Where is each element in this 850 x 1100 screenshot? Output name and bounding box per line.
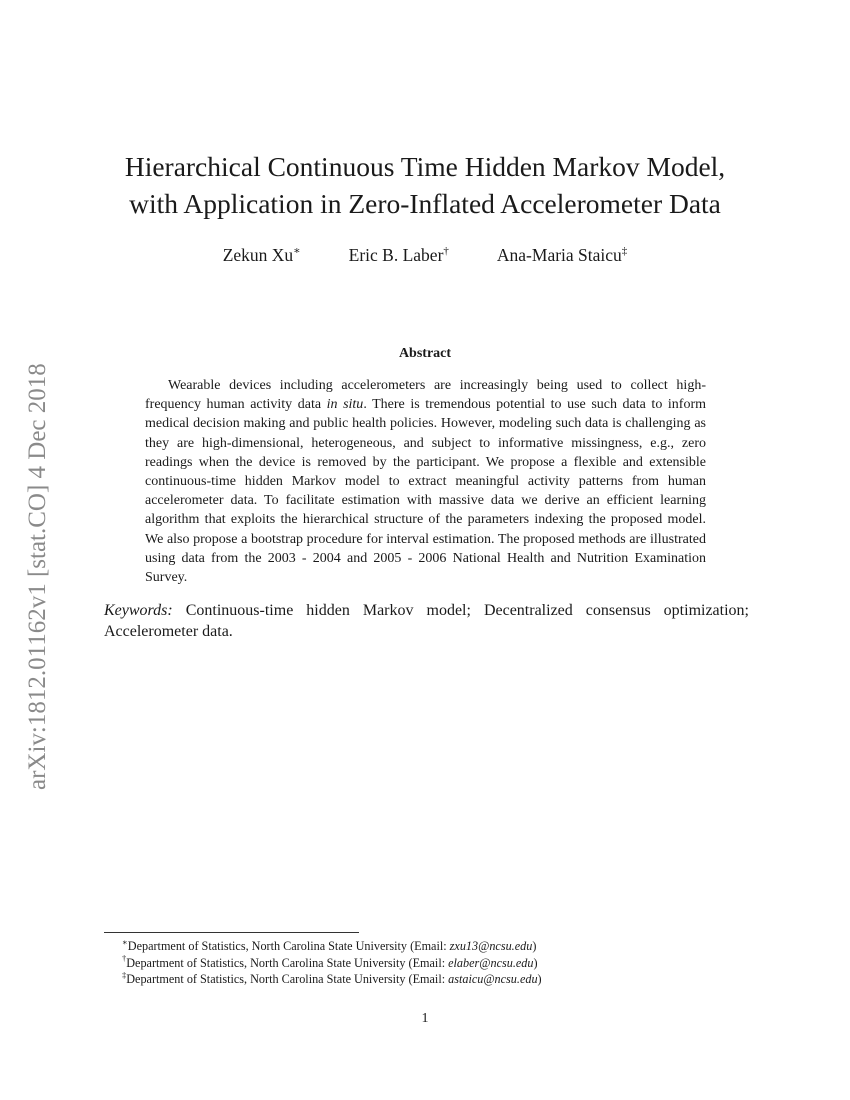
author-2	[349, 245, 449, 266]
footnote-close: )	[532, 939, 537, 953]
footnote-close: )	[533, 955, 538, 970]
arxiv-identifier-stamp: arXiv:1812.01162v1 [stat.CO] 4 Dec 2018	[24, 363, 51, 790]
author-list	[100, 245, 750, 266]
keywords-label: Keywords:	[104, 602, 173, 619]
abstract-text-part-2: . There is tremendous potential to use such data to inform medical decision making and public health policies. However, modeling such data is challenging as they are high-dimensional, heterogeneous, and subject to informative missingness, e.g., zero readings when the device is removed by the participant. We propose a flexible and extensible continuous-time hidden Markov model to extract meaningful activity patterns from human accelerometer data. To facilitate estimation with massive data we derive an efficient learning algorithm that exploits the hierarchical structure of the parameters indexing the proposed model. We also propose a bootstrap procedure for interval estimation. The proposed methods are illustrated using data from the 2003 - 2004 and 2005 - 2006 National Health and Nutrition Examination Survey.	[145, 397, 706, 586]
author-3	[497, 245, 627, 266]
author-footnote-mark: ‡	[621, 245, 628, 258]
author-name: Zekun Xu	[222, 245, 294, 265]
footnote-close: )	[537, 972, 542, 986]
footnote-email: elaber@ncsu.edu	[448, 955, 534, 970]
footnote-mark: ∗	[122, 936, 128, 947]
abstract-text-part-1: Wearable devices including accelerometers are increasingly being used to collect high-frequency human activity data	[145, 378, 706, 413]
page-number: 1	[421, 1011, 429, 1026]
title-line-2: with Application in Zero-Inflated Accelerometer Data	[129, 188, 721, 219]
footnote-divider	[104, 932, 359, 933]
title-line-1: Hierarchical Continuous Time Hidden Markov Model,	[124, 151, 726, 182]
footnote-mark: ‡	[122, 969, 127, 980]
footnotes	[104, 938, 754, 988]
footnote-1	[104, 938, 754, 955]
footnote-email: zxu13@ncsu.edu	[449, 939, 533, 953]
author-footnote-mark: ∗	[293, 245, 301, 258]
footnote-mark: †	[122, 953, 127, 964]
footnote-text: Department of Statistics, North Carolina State University (Email:	[127, 939, 450, 953]
paper-title	[60, 148, 790, 222]
footnote-email: astaicu@ncsu.edu	[448, 972, 538, 986]
footnote-text: Department of Statistics, North Carolina State University (Email:	[126, 955, 449, 970]
keywords	[104, 600, 749, 642]
footnote-text: Department of Statistics, North Carolina State University (Email:	[126, 972, 449, 986]
author-footnote-mark: †	[443, 245, 449, 258]
footnote-2	[104, 955, 754, 972]
abstract-body	[145, 376, 706, 587]
footnote-3	[104, 971, 754, 988]
author-name: Eric B. Laber	[348, 245, 444, 265]
abstract-italic-phrase: in situ	[326, 397, 364, 413]
keywords-text: Continuous-time hidden Markov model; Decentralized consensus optimization; Accelerometer data.	[104, 602, 749, 640]
author-name: Ana-Maria Staicu	[496, 245, 622, 265]
abstract-heading: Abstract	[398, 346, 452, 361]
author-1	[223, 245, 301, 266]
